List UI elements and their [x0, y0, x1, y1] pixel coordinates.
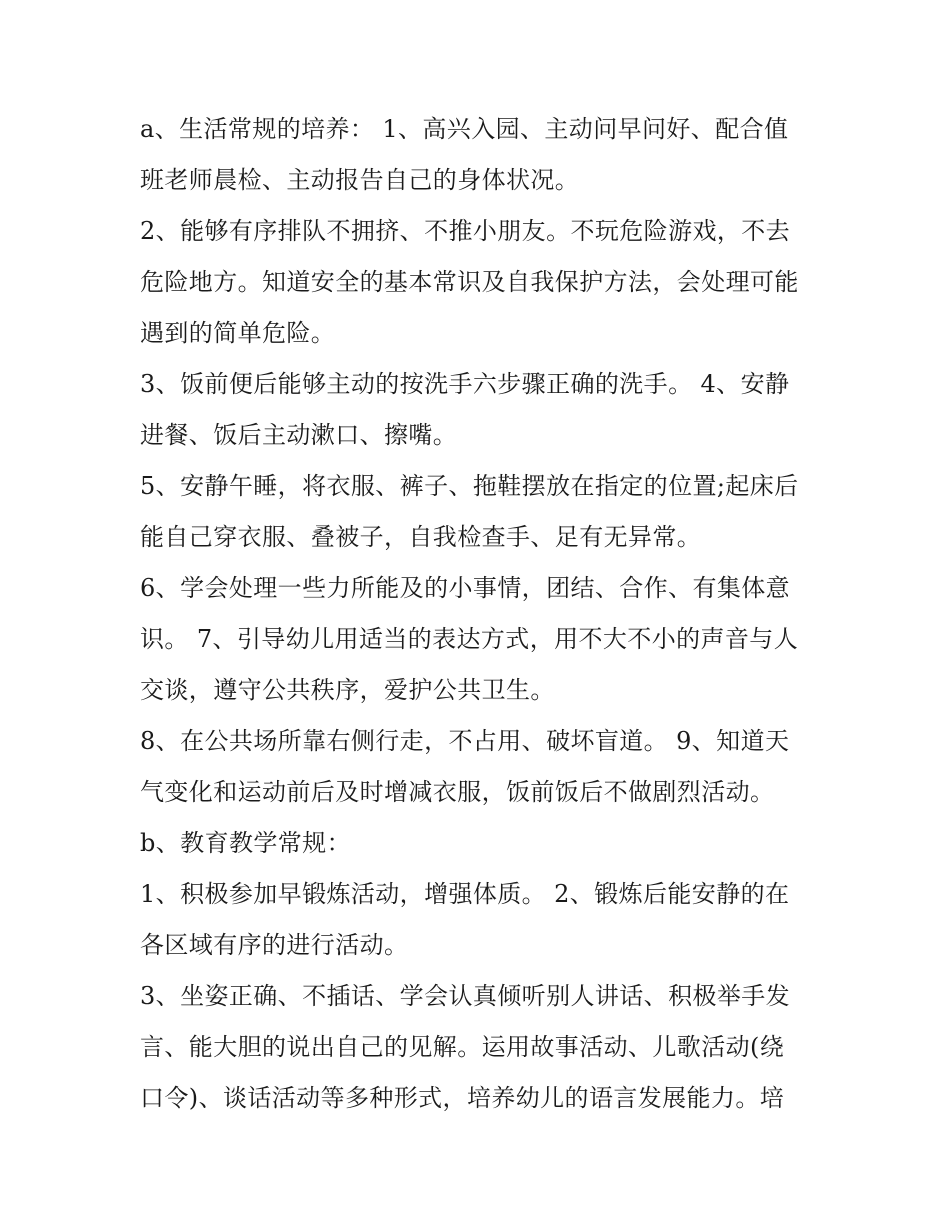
text-line: 言、能大胆的说出自己的见解。运用故事活动、儿歌活动(绕 — [140, 1033, 785, 1061]
text-line: 遇到的简单危险。 — [140, 319, 336, 347]
text-line: 进餐、饭后主动漱口、擦嘴。 — [140, 421, 458, 449]
text-line: 识。 7、引导幼儿用适当的表达方式，用不大不小的声音与人 — [140, 625, 799, 653]
text-line: 8、在公共场所靠右侧行走，不占用、破坏盲道。 9、知道天 — [140, 727, 790, 755]
section-heading: b、教育教学常规： — [140, 829, 351, 857]
text-line: 5、安静午睡，将衣服、裤子、拖鞋摆放在指定的位置;起床后 — [140, 472, 799, 500]
text-line: 各区域有序的进行活动。 — [140, 931, 409, 959]
text-line: 班老师晨检、主动报告自己的身体状况。 — [140, 166, 580, 194]
text-line: a、生活常规的培养： 1、高兴入园、主动问早问好、配合值 — [140, 115, 789, 143]
text-line: 3、坐姿正确、不插话、学会认真倾听别人讲话、积极举手发 — [140, 982, 791, 1010]
text-line: 能自己穿衣服、叠被子，自我检查手、足有无异常。 — [140, 523, 702, 551]
text-line: 6、学会处理一些力所能及的小事情，团结、合作、有集体意 — [140, 574, 791, 602]
text-line: 3、饭前便后能够主动的按洗手六步骤正确的洗手。 4、安静 — [140, 370, 790, 398]
text-line: 危险地方。知道安全的基本常识及自我保护方法，会处理可能 — [140, 268, 799, 296]
text-line: 口令)、谈话活动等多种形式，培养幼儿的语言发展能力。培 — [140, 1084, 785, 1112]
text-line: 1、积极参加早锻炼活动，增强体质。 2、锻炼后能安静的在 — [140, 880, 790, 908]
text-line: 气变化和运动前后及时增减衣服，饭前饭后不做剧烈活动。 — [140, 778, 775, 806]
document-body — [140, 104, 820, 1124]
text-line: 2、能够有序排队不拥挤、不推小朋友。不玩危险游戏，不去 — [140, 217, 791, 245]
text-line: 交谈，遵守公共秩序，爱护公共卫生。 — [140, 676, 555, 704]
